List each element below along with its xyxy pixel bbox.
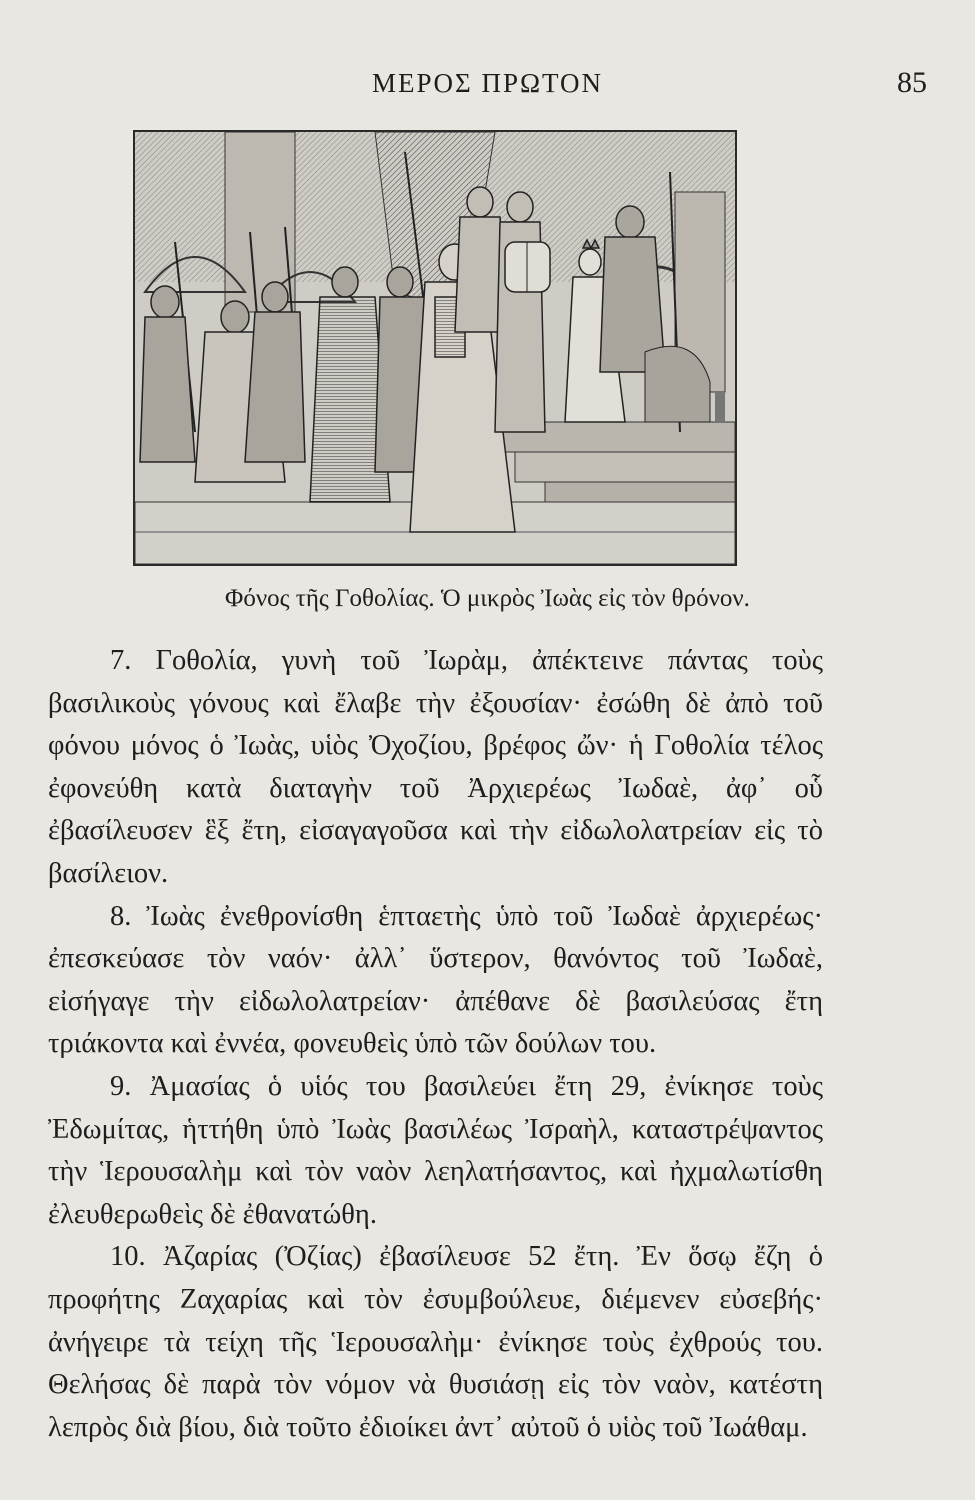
paragraph-text: Ἀμασίας ὁ υἱός του βασιλεύει ἔτη 29, ἐνίκησε τοὺς Ἐδωμίτας, ἡττήθη ὑπὸ Ἰωὰς βασιλέως Ἰσραὴλ, καταστρέψαντος τὴν Ἱερουσαλὴμ καὶ τὸν ναὸν λεηλατήσαντος, καὶ ἠχμαλωτίσθη ἐλευθερωθεὶς δὲ ἐθανατώθη. — [48, 1070, 823, 1230]
paragraph-text: Ἰωὰς ἐνεθρονίσθη ἑπταετὴς ὑπὸ τοῦ Ἰωδαὲ ἀρχιερέως· ἐπεσκεύασε τὸν ναόν· ἀλλ᾽ ὕστερον, θανόντος τοῦ Ἰωδαὲ, εἰσήγαγε τὴν εἰδωλολατρείαν· ἀπέθανε δὲ βασιλεύσας ἔτη τριάκοντα καὶ ἐννέα, φονευθεὶς ὑπὸ τῶν δούλων του. — [48, 900, 824, 1060]
paragraph-number: 10. — [110, 1241, 146, 1273]
engraving-drawing — [135, 132, 735, 564]
paragraph-10 — [48, 1236, 823, 1449]
paragraph-9 — [48, 1066, 823, 1236]
paragraph-text: Γοθολία, γυνὴ τοῦ Ἰωρὰμ, ἀπέκτεινε πάντας τοὺς βασιλικοὺς γόνους καὶ ἔλαβε τὴν ἐξουσίαν· ἐσώθη δὲ ἀπὸ τοῦ φόνου μόνος ὁ Ἰωὰς, υἱὸς Ὀχοζίου, βρέφος ὤν· ἡ Γοθολία τέλος ἐφονεύθη κατὰ διαταγὴν τοῦ Ἀρχιερέως Ἰωδαὲ, ἀφ᾽ οὗ ἐβασίλευσεν ἓξ ἔτη, εἰσαγαγοῦσα καὶ τὴν εἰδωλολατρείαν εἰς τὸ βασίλειον. — [48, 645, 823, 889]
page-number: 85 — [897, 66, 927, 99]
engraving-illustration — [133, 130, 737, 566]
paragraph-8 — [48, 896, 823, 1066]
body-text — [48, 640, 823, 1449]
running-header-title: ΜΕΡΟΣ ΠΡΩΤΟΝ — [371, 68, 604, 98]
paragraph-number: 9. — [110, 1070, 132, 1102]
paragraph-number: 7. — [110, 645, 132, 676]
paragraph-text: Ἀζαρίας (Ὀζίας) ἐβασίλευσε 52 ἔτη. Ἐν ὅσῳ ἔζη ὁ προφήτης Ζαχαρίας καὶ τὸν ἐσυμβούλευε, διέμενεν εὐσεβής· ἀνήγειρε τὰ τείχη τῆς Ἱερουσαλὴμ· ἐνίκησε τοὺς ἐχθρούς του. Θελήσας δὲ παρὰ τὸν νόμον νὰ θυσιάσῃ εἰς τὸν ναὸν, κατέστη λεπρὸς διὰ βίου, διὰ τοῦτο ἐδιοίκει ἀντ᾽ αὐτοῦ ὁ υἱὸς τοῦ Ἰωάθαμ. — [48, 1241, 823, 1443]
illustration-caption: Φόνος τῆς Γοθολίας. Ὁ μικρὸς Ἰωὰς εἰς τὸν θρόνον. — [225, 585, 750, 612]
paragraph-7 — [48, 640, 823, 896]
paragraph-number: 8. — [110, 900, 132, 932]
